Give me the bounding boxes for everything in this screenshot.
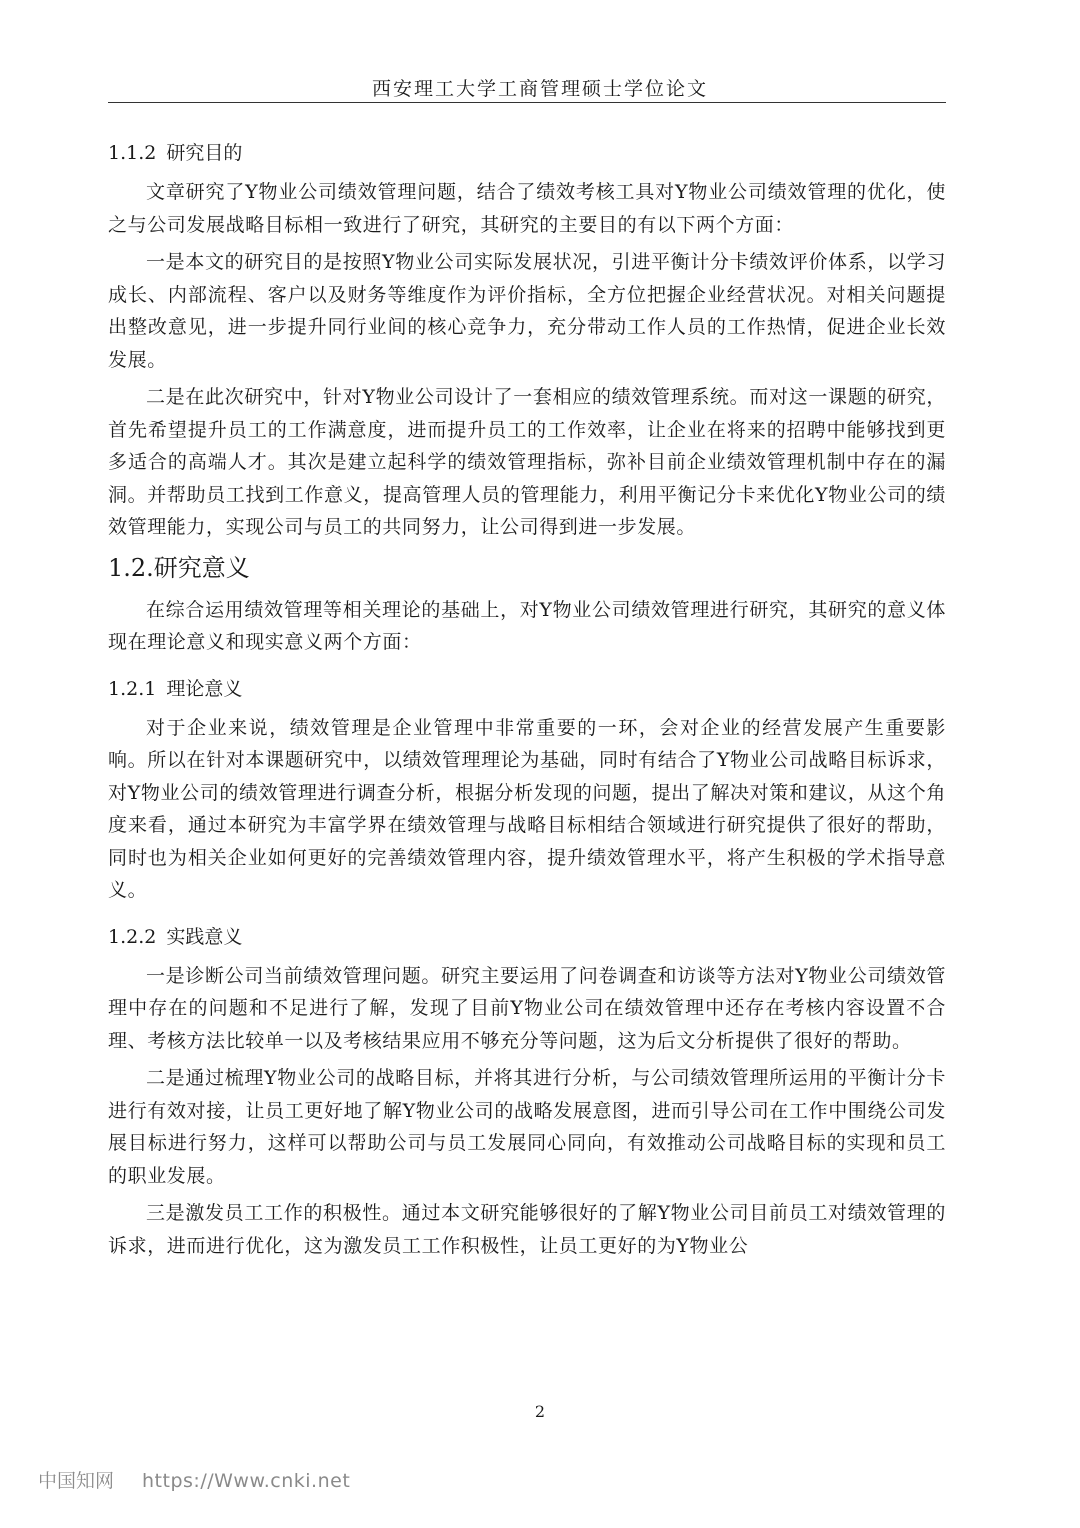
section-heading-1-1-2	[108, 138, 946, 168]
page-number: 2	[534, 1402, 546, 1421]
paragraph: 一是诊断公司当前绩效管理问题。研究主要运用了问卷调查和访谈等方法对Y物业公司绩效管理中存在的问题和不足进行了解，发现了目前Y物业公司在绩效管理中还存在考核内容设置不合理、考核方法比较单一以及考核结果应用不够充分等问题，这为后文分析提供了很好的帮助。	[108, 964, 946, 1052]
section-number: 1.1.2	[108, 142, 157, 164]
section-title: 研究目的	[166, 142, 243, 164]
paragraph: 一是本文的研究目的是按照Y物业公司实际发展状况，引进平衡计分卡绩效评价体系，以学习成长、内部流程、客户以及财务等维度作为评价指标，全方位把握企业经营状况。对相关问题提出整改意见，进一步提升同行业间的核心竞争力，充分带动工作人员的工作热情，促进企业长效发展。	[108, 251, 946, 371]
paragraph: 在综合运用绩效管理等相关理论的基础上，对Y物业公司绩效管理进行研究，其研究的意义体现在理论意义和现实意义两个方面：	[108, 598, 946, 653]
header-rule	[108, 102, 946, 103]
paragraph: 二是在此次研究中，针对Y物业公司设计了一套相应的绩效管理系统。而对这一课题的研究，首先希望提升员工的工作满意度，进而提升员工的工作效率，让企业在将来的招聘中能够找到更多适合的高端人才。其次是建立起科学的绩效管理指标，弥补目前企业绩效管理机制中存在的漏洞。并帮助员工找到工作意义，提高管理人员的管理能力，利用平衡记分卡来优化Y物业公司的绩效管理能力，实现公司与员工的共同努力，让公司得到进一步发展。	[108, 386, 946, 538]
section-title: 理论意义	[166, 677, 243, 700]
section-number: 1.2.	[108, 553, 154, 582]
running-header-title: 西安理工大学工商管理硕士学位论文	[371, 78, 708, 100]
section-title: 实践意义	[166, 925, 243, 948]
watermark-url: https://Www.cnki.net	[142, 1470, 351, 1492]
section-number: 1.2.2	[108, 925, 157, 948]
page-body	[108, 138, 946, 1267]
section-title: 研究意义	[153, 553, 250, 582]
section-heading-1-2-1	[108, 674, 946, 704]
paragraph: 二是通过梳理Y物业公司的战略目标，并将其进行分析，与公司绩效管理所运用的平衡计分卡进行有效对接，让员工更好地了解Y物业公司的战略发展意图，进而引导公司在工作中围绕公司发展目标进行努力，这样可以帮助公司与员工发展同心同向，有效推动公司战略目标的实现和员工的职业发展。	[108, 1067, 946, 1187]
section-heading-1-2-2	[108, 922, 946, 952]
section-heading-1-2	[108, 550, 946, 586]
watermark-brand: 中国知网	[38, 1470, 115, 1492]
paragraph: 三是激发员工工作的积极性。通过本文研究能够很好的了解Y物业公司目前员工对绩效管理的诉求，进而进行优化，这为激发员工工作积极性，让员工更好的为Y物业公	[108, 1202, 946, 1257]
paragraph: 文章研究了Y物业公司绩效管理问题，结合了绩效考核工具对Y物业公司绩效管理的优化，使之与公司发展战略目标相一致进行了研究，其研究的主要目的有以下两个方面：	[108, 181, 946, 236]
paragraph: 对于企业来说，绩效管理是企业管理中非常重要的一环，会对企业的经营发展产生重要影响。所以在针对本课题研究中，以绩效管理理论为基础，同时有结合了Y物业公司战略目标诉求，对Y物业公司的绩效管理进行调查分析，根据分析发现的问题，提出了解决对策和建议，从这个角度来看，通过本研究为丰富学界在绩效管理与战略目标相结合领域进行研究提供了很好的帮助，同时也为相关企业如何更好的完善绩效管理内容，提升绩效管理水平，将产生积极的学术指导意义。	[108, 716, 946, 901]
cnki-watermark	[38, 1466, 350, 1493]
section-number: 1.2.1	[108, 677, 157, 700]
